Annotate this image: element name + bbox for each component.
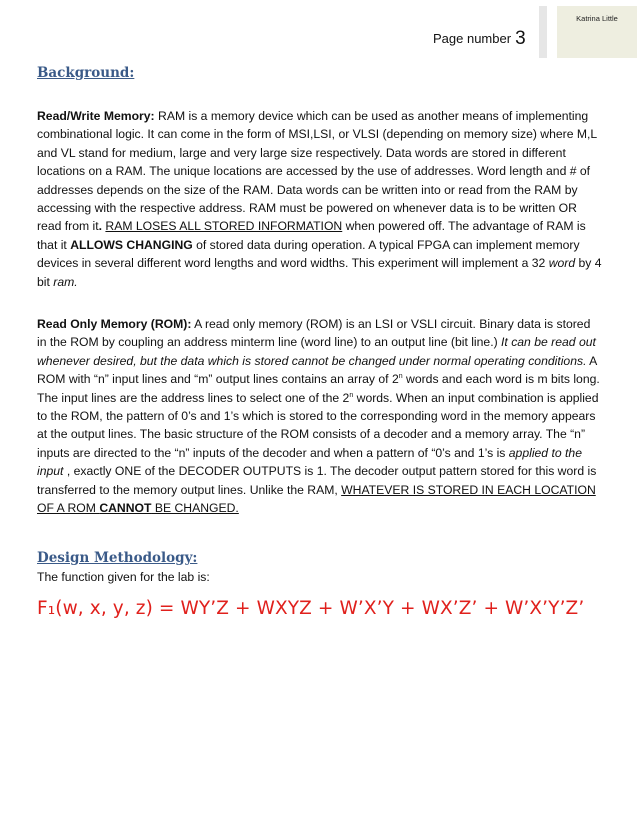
author-name: Katrina Little (576, 14, 618, 23)
ram-paragraph (37, 107, 603, 291)
page-number (433, 28, 526, 50)
rom-text-3: words and each word is m bits long. The input lines are the address lines to select one of the 2 (37, 372, 600, 405)
rom-italic-1: It can be read out whenever desired, but the data which is stored cannot be changed under normal operating conditions. (37, 335, 596, 368)
ram-dot: . (98, 219, 103, 234)
boolean-function: F₁(w, x, y, z) = WY’Z + WXYZ + W’X’Y + WX’Z’ + W’X’Y’Z’ (37, 598, 585, 619)
ram-underline: RAM LOSES ALL STORED INFORMATION (105, 219, 343, 234)
rom-paragraph (37, 315, 603, 517)
page-number-label: Page number (433, 31, 512, 46)
design-heading: Design Methodology: (37, 550, 198, 566)
page-number-value: 3 (515, 28, 526, 49)
ram-text-1: RAM is a memory device which can be used as another means of implementing combinational logic. It can come in the form of MSI,LSI, or VLSI (depending on memory size) where M,L and VL stand for medium, large and very large size respectively. Data words are stored in different locations on a RAM. The unique locations are accessed by the use of addresses. Word length and # of addresses depends on the size of the RAM. Data words can be written into or read from the RAM by accessing with the respective address. RAM must be powered on whenever data is to be written OR read from it (37, 109, 597, 234)
ram-title: Read/Write Memory: (37, 109, 155, 123)
design-intro: The function given for the lab is: (37, 570, 210, 584)
rom-text-5: , exactly ONE of the DECODER OUTPUTS is 1. The decoder output pattern stored for this word is transferred to the memory output lines. Unlike the RAM, (37, 464, 597, 497)
header-accent-bar (539, 6, 547, 58)
ram-text-4: by 4 bit (37, 256, 602, 289)
rom-text-1: A read only memory (ROM) is an LSI or VSLI circuit. Binary data is stored in the ROM by coupling an address minterm line (word line) to an output line (bit line.) (37, 317, 591, 350)
rom-sup-2: n (349, 391, 354, 399)
ram-text-2: when powered off. The advantage of RAM is that it (37, 219, 586, 252)
ram-text-3: of stored data during operation. A typical FPGA can implement memory devices in several different word lengths and word widths. This experiment will implement a 32 (37, 237, 580, 271)
background-heading: Background: (37, 65, 135, 81)
rom-underline-2: BE CHANGED. (151, 501, 239, 516)
ram-italic-ram: ram. (53, 274, 78, 289)
rom-underline-bold: CANNOT (99, 501, 152, 516)
rom-underline-1: WHATEVER IS STORED IN EACH LOCATION OF A ROM (37, 482, 596, 516)
rom-italic-2: applied to the input (37, 445, 582, 479)
author-box (557, 6, 637, 58)
rom-text-4: words. When an input combination is applied to the ROM, the pattern of 0’s and 1’s which is stored to the corresponding word in the memory appears at the output lines. The basic structure of the ROM consists of a decoder and a memory array. The “n” inputs are directed to the “n” inputs of the decoder and when a pattern of “0’s and 1’s is (37, 390, 599, 460)
ram-italic-word: word (548, 256, 576, 271)
rom-sup-1: n (398, 373, 403, 381)
ram-bold: ALLOWS CHANGING (70, 237, 193, 252)
rom-text-2: A ROM with “n” input lines and “m” output lines contains an array of 2 (37, 353, 597, 387)
rom-title: Read Only Memory (ROM): (37, 317, 192, 331)
